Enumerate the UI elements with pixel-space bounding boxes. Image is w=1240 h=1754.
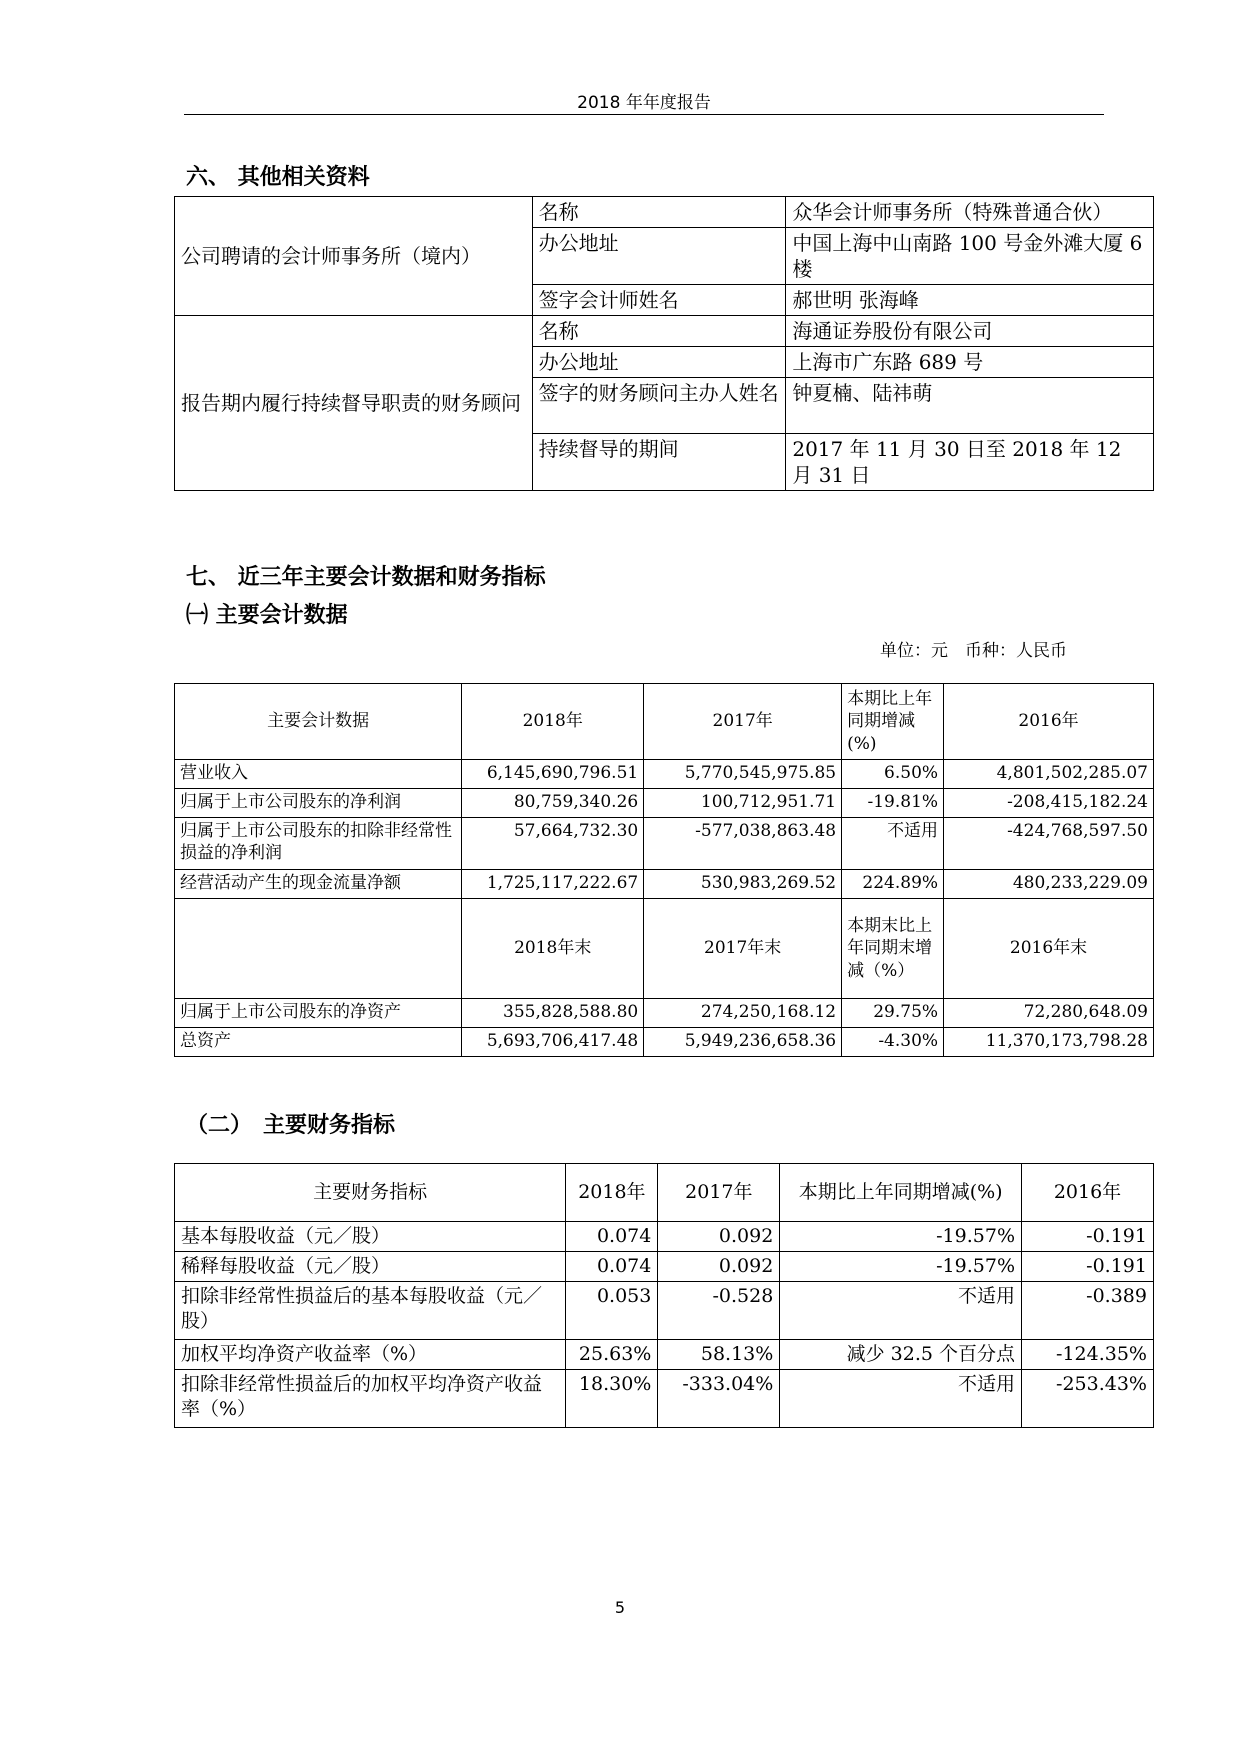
table-cell: 224.89% — [842, 870, 944, 899]
auditor-key: 办公地址 — [532, 228, 786, 285]
table-cell: 355,828,588.80 — [462, 999, 644, 1028]
auditor-value: 众华会计师事务所（特殊普通合伙） — [786, 197, 1154, 228]
table-cell: 72,280,648.09 — [944, 999, 1154, 1028]
table-cell: 5,770,545,975.85 — [644, 760, 842, 789]
table-cell: 100,712,951.71 — [644, 789, 842, 818]
section6-title: 六、 其他相关资料 — [186, 164, 370, 190]
table-header-cell: 本期末比上年同期末增减（%） — [842, 899, 944, 999]
table-cell: 稀释每股收益（元／股） — [175, 1252, 566, 1282]
table-cell: 0.053 — [566, 1282, 658, 1340]
table-cell: 0.092 — [658, 1222, 780, 1252]
table-cell: 29.75% — [842, 999, 944, 1028]
financial-indicators-table — [174, 1163, 1154, 1428]
table-cell: -4.30% — [842, 1028, 944, 1057]
table-cell: -208,415,182.24 — [944, 789, 1154, 818]
advisor-value: 钟夏楠、陆祎萌 — [786, 378, 1154, 434]
table-cell: 扣除非经常性损益后的加权平均净资产收益率（%） — [175, 1370, 566, 1428]
table-cell: -577,038,863.48 — [644, 818, 842, 870]
section7-title: 七、 近三年主要会计数据和财务指标 — [186, 564, 546, 590]
table-header-cell: 2018年 — [462, 684, 644, 760]
table-cell: 归属于上市公司股东的扣除非经常性损益的净利润 — [175, 818, 462, 870]
table-header-cell: 2018年 — [566, 1164, 658, 1222]
table-cell: 1,725,117,222.67 — [462, 870, 644, 899]
advisor-value: 上海市广东路 689 号 — [786, 347, 1154, 378]
table-cell: 480,233,229.09 — [944, 870, 1154, 899]
table-cell: 减少 32.5 个百分点 — [780, 1340, 1022, 1370]
auditor-key: 名称 — [532, 197, 786, 228]
table-cell: -0.191 — [1022, 1252, 1154, 1282]
advisor-value: 2017 年 11 月 30 日至 2018 年 12 月 31 日 — [786, 434, 1154, 491]
table-cell: -0.191 — [1022, 1222, 1154, 1252]
header-rule — [184, 114, 1104, 115]
table-cell: 经营活动产生的现金流量净额 — [175, 870, 462, 899]
table-header-cell — [175, 899, 462, 999]
table-cell: 80,759,340.26 — [462, 789, 644, 818]
table-header-cell: 主要财务指标 — [175, 1164, 566, 1222]
table-cell: 不适用 — [842, 818, 944, 870]
auditor-key: 签字会计师姓名 — [532, 285, 786, 316]
table-header-cell: 2017年末 — [644, 899, 842, 999]
table-cell: 0.074 — [566, 1252, 658, 1282]
table-cell: 274,250,168.12 — [644, 999, 842, 1028]
subsection1-title: ㈠ 主要会计数据 — [186, 602, 348, 628]
table-header-cell: 主要会计数据 — [175, 684, 462, 760]
table-header-cell: 2016年末 — [944, 899, 1154, 999]
table-cell: 530,983,269.52 — [644, 870, 842, 899]
table-cell: 归属于上市公司股东的净资产 — [175, 999, 462, 1028]
page-header: 2018 年年度报告 — [577, 93, 711, 113]
table-cell: 5,949,236,658.36 — [644, 1028, 842, 1057]
table-cell: 营业收入 — [175, 760, 462, 789]
table-cell: -333.04% — [658, 1370, 780, 1428]
table-cell: 57,664,732.30 — [462, 818, 644, 870]
table-cell: 扣除非经常性损益后的基本每股收益（元／股） — [175, 1282, 566, 1340]
table-cell: -19.57% — [780, 1252, 1022, 1282]
table-header-cell: 2017年 — [644, 684, 842, 760]
advisor-key: 办公地址 — [532, 347, 786, 378]
table-cell: 25.63% — [566, 1340, 658, 1370]
auditor-label: 公司聘请的会计师事务所（境内） — [175, 197, 533, 316]
table-header-cell: 2016年 — [1022, 1164, 1154, 1222]
table-cell: -253.43% — [1022, 1370, 1154, 1428]
advisor-key: 签字的财务顾问主办人姓名 — [532, 378, 786, 434]
accounting-data-table — [174, 683, 1154, 1057]
table-cell: 0.092 — [658, 1252, 780, 1282]
table-cell: -19.57% — [780, 1222, 1022, 1252]
table-cell: 6,145,690,796.51 — [462, 760, 644, 789]
table-cell: -0.528 — [658, 1282, 780, 1340]
auditor-value: 中国上海中山南路 100 号金外滩大厦 6 楼 — [786, 228, 1154, 285]
table-cell: 11,370,173,798.28 — [944, 1028, 1154, 1057]
table-cell: 0.074 — [566, 1222, 658, 1252]
table-cell: 不适用 — [780, 1370, 1022, 1428]
table-cell: 不适用 — [780, 1282, 1022, 1340]
advisor-label: 报告期内履行持续督导职责的财务顾问 — [175, 316, 533, 491]
table-cell: -19.81% — [842, 789, 944, 818]
table-cell: 5,693,706,417.48 — [462, 1028, 644, 1057]
other-info-table — [174, 196, 1154, 491]
advisor-value: 海通证券股份有限公司 — [786, 316, 1154, 347]
table-header-cell: 本期比上年同期增减(%) — [842, 684, 944, 760]
table-cell: 基本每股收益（元／股） — [175, 1222, 566, 1252]
table-cell: 总资产 — [175, 1028, 462, 1057]
subsection2-title: （二） 主要财务指标 — [186, 1112, 396, 1138]
table-cell: -124.35% — [1022, 1340, 1154, 1370]
table-cell: 加权平均净资产收益率（%） — [175, 1340, 566, 1370]
table-header-cell: 本期比上年同期增减(%) — [780, 1164, 1022, 1222]
table-cell: 18.30% — [566, 1370, 658, 1428]
table-header-cell: 2017年 — [658, 1164, 780, 1222]
table-cell: -424,768,597.50 — [944, 818, 1154, 870]
auditor-value: 郝世明 张海峰 — [786, 285, 1154, 316]
page-number: 5 — [614, 1598, 626, 1617]
table-header-cell: 2018年末 — [462, 899, 644, 999]
advisor-key: 持续督导的期间 — [532, 434, 786, 491]
table-header-cell: 2016年 — [944, 684, 1154, 760]
advisor-key: 名称 — [532, 316, 786, 347]
table-cell: -0.389 — [1022, 1282, 1154, 1340]
table-cell: 归属于上市公司股东的净利润 — [175, 789, 462, 818]
table-cell: 6.50% — [842, 760, 944, 789]
table-cell: 58.13% — [658, 1340, 780, 1370]
table-cell: 4,801,502,285.07 — [944, 760, 1154, 789]
unit-note: 单位：元 币种：人民币 — [880, 641, 1067, 661]
